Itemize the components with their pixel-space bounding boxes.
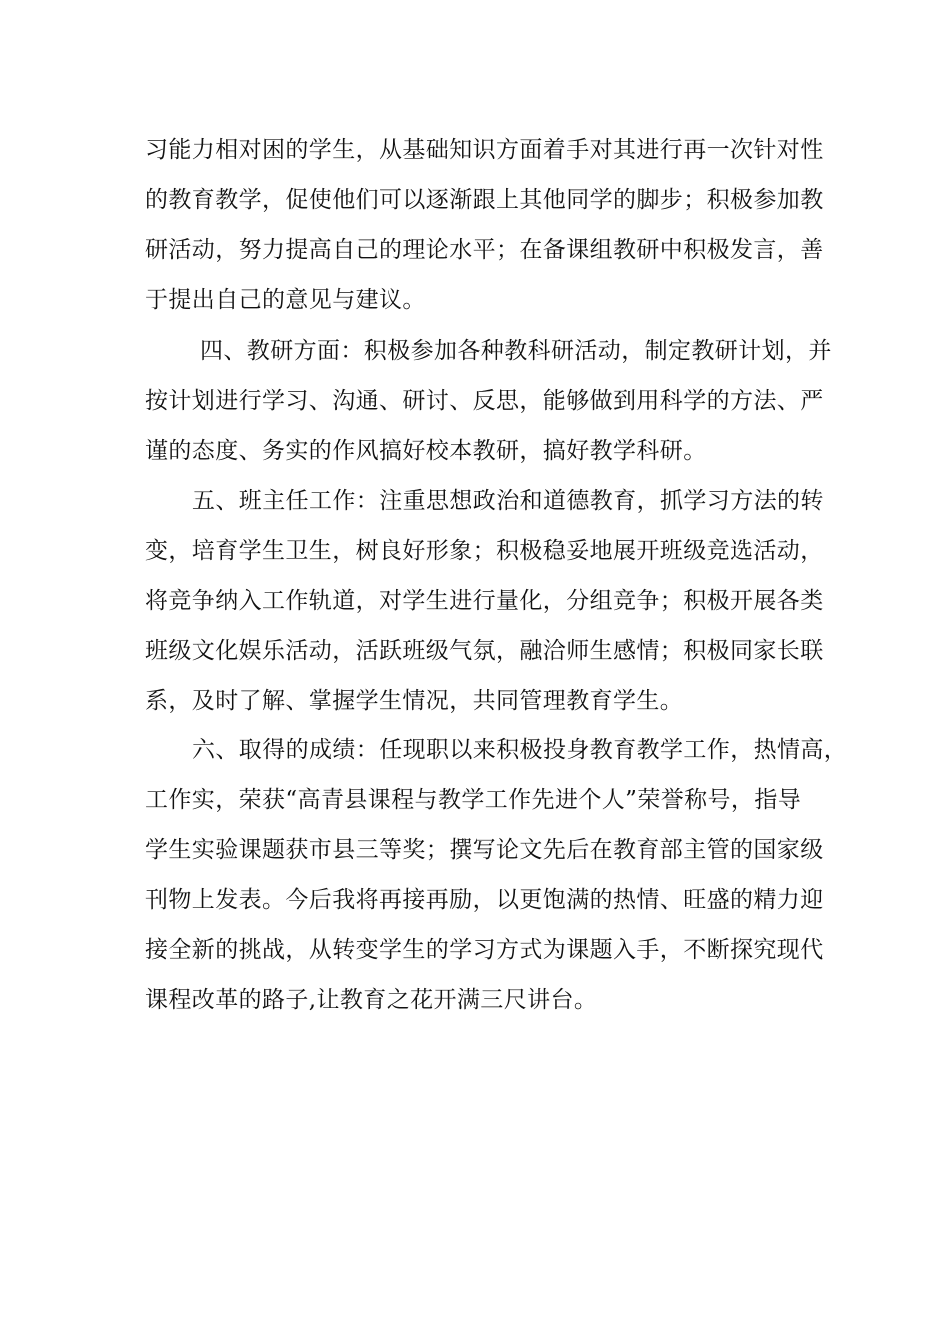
text-line-2: 的教育教学，促使他们可以逐渐跟上其他同学的脚步；积极参加教 <box>145 187 824 213</box>
text-line-10: 将竞争纳入工作轨道，对学生进行量化，分组竞争；积极开展各类 <box>145 588 824 614</box>
text-line-18: 课程改革的路子,让教育之花开满三尺讲台。 <box>145 987 598 1013</box>
text-line-16: 刊物上发表。今后我将再接再励，以更饱满的热情、旺盛的精力迎 <box>145 887 824 913</box>
text-line-11: 班级文化娱乐活动，活跃班级气氛，融洽师生感情；积极同家长联 <box>145 638 824 664</box>
text-line-6: 按计划进行学习、沟通、研讨、反思，能够做到用科学的方法、严 <box>145 388 824 414</box>
text-line-4: 于提出自己的意见与建议。 <box>145 287 426 313</box>
text-line-7: 谨的态度、务实的作风搞好校本教研，搞好教学科研。 <box>145 438 707 464</box>
text-line-17: 接全新的挑战，从转变学生的学习方式为课题入手，不断探究现代 <box>145 937 824 963</box>
text-line-1: 习能力相对困的学生，从基础知识方面着手对其进行再一次针对性 <box>145 137 824 163</box>
text-line-14: 工作实，荣获“高青县课程与教学工作先进个人”荣誉称号，指导 <box>145 787 802 813</box>
text-line-8: 五、班主任工作：注重思想政治和道德教育，抓学习方法的转 <box>192 488 824 514</box>
text-line-9: 变，培育学生卫生，树良好形象；积极稳妥地展开班级竞选活动， <box>145 538 824 564</box>
text-line-3: 研活动，努力提高自己的理论水平；在备课组教研中积极发言，善 <box>145 237 824 263</box>
text-line-15: 学生实验课题获市县三等奖；撰写论文先后在教育部主管的国家级 <box>145 837 824 863</box>
text-line-12: 系，及时了解、掌握学生情况，共同管理教育学生。 <box>145 688 684 714</box>
text-line-13: 六、取得的成绩：任现职以来积极投身教育教学工作，热情高， <box>192 737 848 763</box>
text-line-5: 四、教研方面：积极参加各种教科研活动，制定教研计划，并 <box>200 338 832 364</box>
